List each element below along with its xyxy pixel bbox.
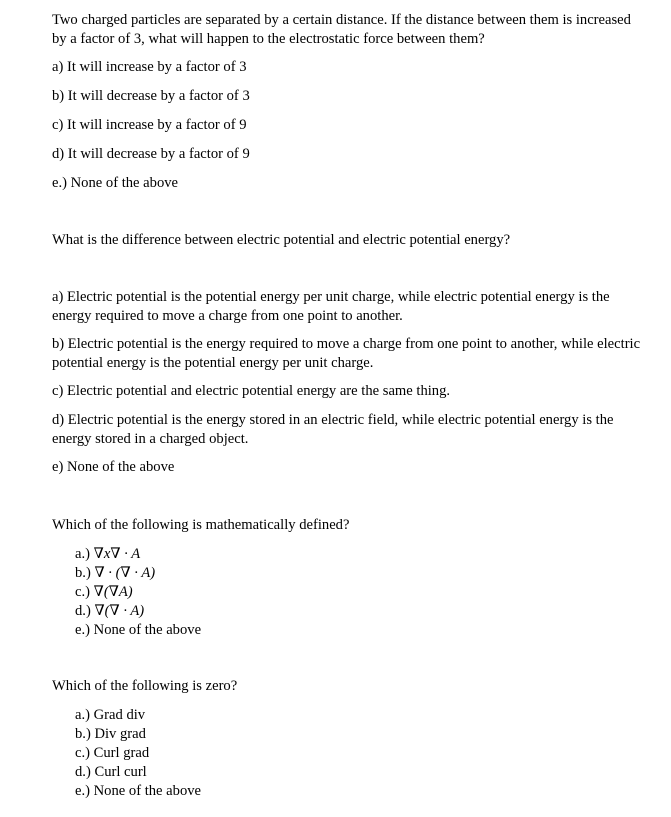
math-expression: ∇(∇A) [93,584,133,600]
math-expression: ∇ · (∇ · A) [94,565,156,581]
question-1-text: Two charged particles are separated by a certain distance. If the distance between them is increased by a factor of 3, what will happen to the electrostatic force between them? [52,12,631,47]
question-4-option-b: b.) Div grad [75,726,146,742]
question-4-option-a: a.) Grad div [75,707,146,723]
question-3-option-e [75,621,201,640]
question-3-text: Which of the following is mathematically defined? [52,517,350,533]
option-label: d.) [75,603,91,619]
question-4-option-c: c.) Curl grad [75,745,150,761]
question-1-option-a: a) It will increase by a factor of 3 [52,59,247,75]
math-expression: ∇(∇ · A) [94,603,145,619]
question-3-option-a [75,545,140,564]
option-label: b.) [75,565,91,581]
question-2-option-e: e) None of the above [52,459,175,475]
question-3-option-c [75,583,133,602]
question-3-option-b [75,564,155,583]
option-label: c.) [75,584,90,600]
question-3-option-d [75,602,144,621]
question-1-option-b: b) It will decrease by a factor of 3 [52,88,250,104]
question-1-option-e: e.) None of the above [52,175,179,191]
question-1-option-c: c) It will increase by a factor of 9 [52,117,247,133]
option-label: a.) [75,546,90,562]
question-2-text: What is the difference between electric potential and electric potential energy? [52,232,511,248]
question-4-text: Which of the following is zero? [52,678,238,694]
question-2-option-c: c) Electric potential and electric potential energy are the same thing. [52,383,451,399]
question-4-option-e: e.) None of the above [75,783,202,799]
option-label: e.) [75,622,90,638]
math-expression: ∇x∇ · A [93,546,141,562]
option-text: None of the above [93,622,202,638]
question-1-option-d: d) It will decrease by a factor of 9 [52,146,250,162]
question-2-option-b: b) Electric potential is the energy required to move a charge from one point to another, while electric potential energy is the potential energy per unit charge. [52,336,641,371]
question-4-option-d: d.) Curl curl [75,764,147,780]
question-2-option-d: d) Electric potential is the energy stored in an electric field, while electric potential energy is the energy stored in a charged object. [52,412,614,447]
question-2-option-a: a) Electric potential is the potential energy per unit charge, while electric potential energy is the energy required to move a charge from one point to another. [52,289,610,324]
